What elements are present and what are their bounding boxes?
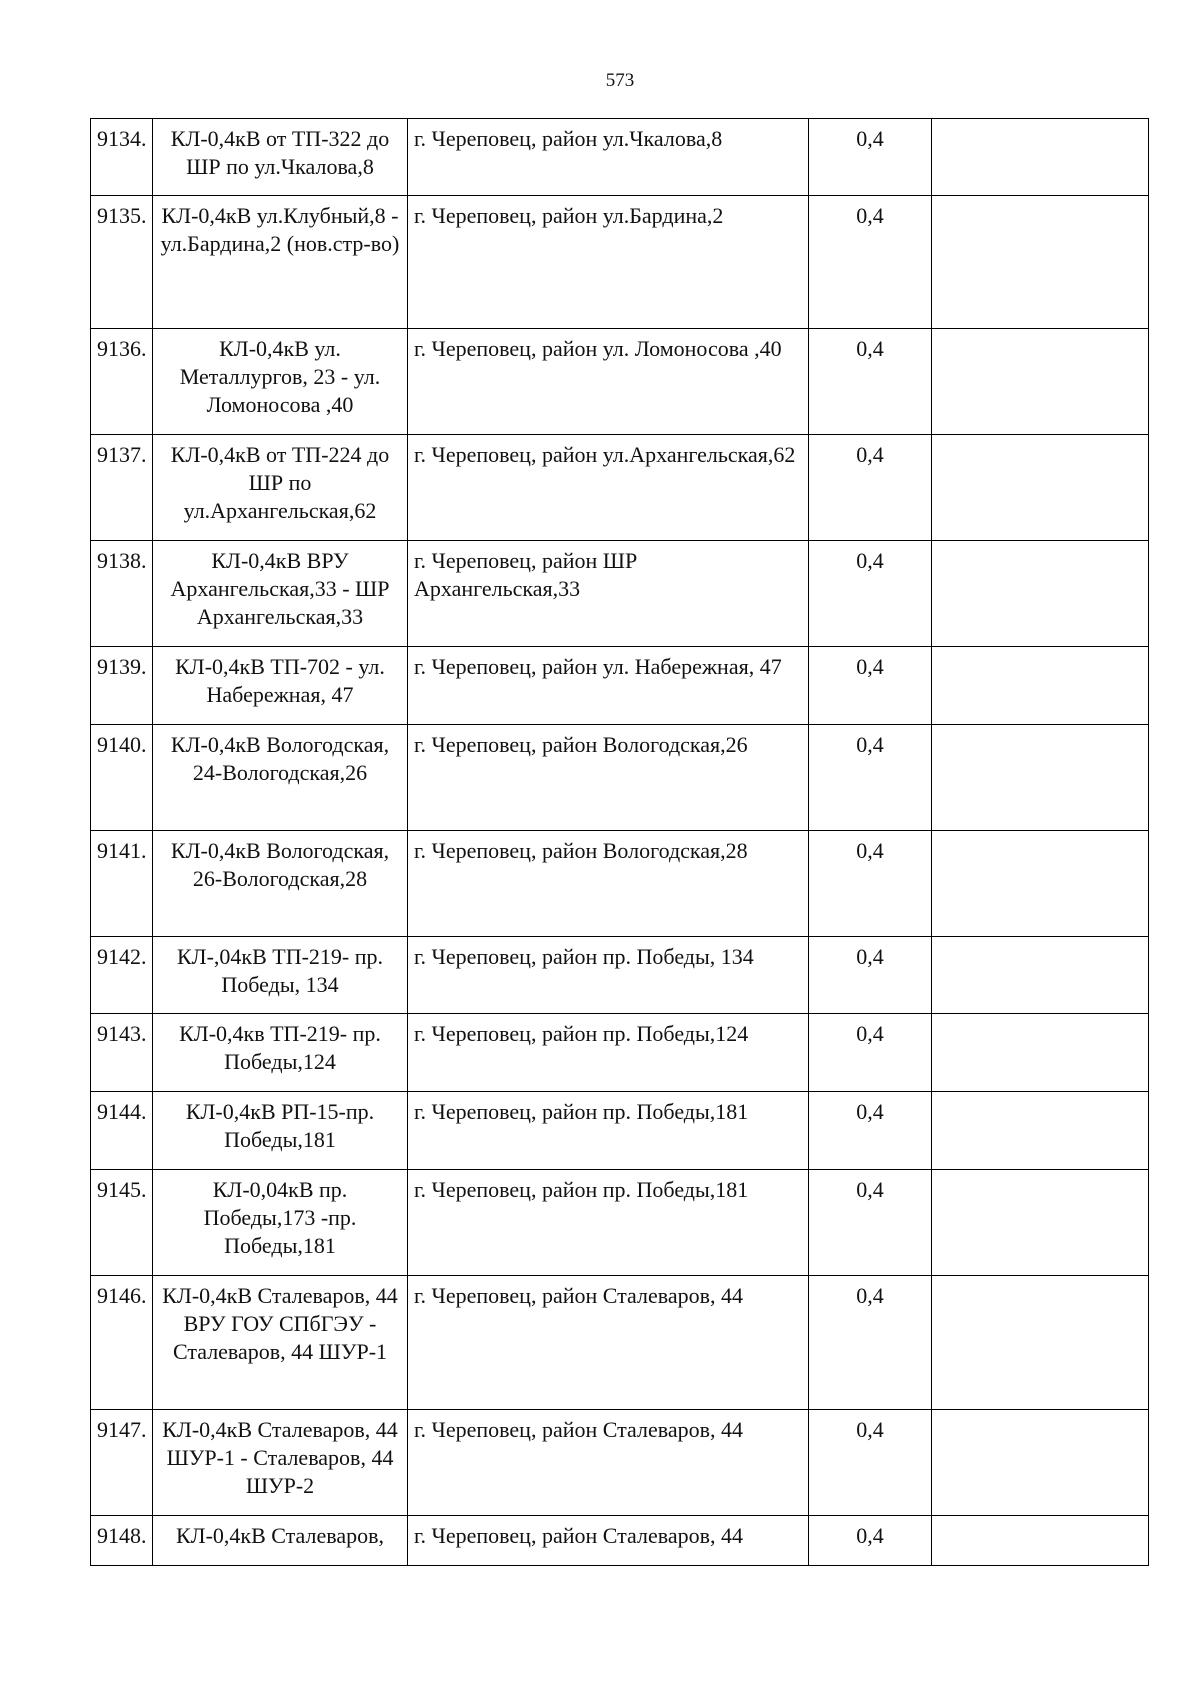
table-row — [91, 196, 1149, 329]
table-row — [91, 1276, 1149, 1410]
table-row — [91, 937, 1149, 1014]
row-number: 9148. — [91, 1516, 153, 1566]
table-row — [91, 329, 1149, 435]
line-extra — [932, 1276, 1149, 1410]
line-address: г. Череповец, район ул.Чкалова,8 — [408, 119, 809, 196]
row-number: 9134. — [91, 119, 153, 196]
line-voltage: 0,4 — [809, 119, 932, 196]
line-name: КЛ-0,4кВ РП-15-пр. Победы,181 — [153, 1092, 408, 1170]
row-number: 9139. — [91, 647, 153, 725]
row-number: 9142. — [91, 937, 153, 1014]
line-extra — [932, 329, 1149, 435]
line-voltage: 0,4 — [809, 725, 932, 831]
line-address: г. Череповец, район Сталеваров, 44 — [408, 1516, 809, 1566]
table-row — [91, 435, 1149, 541]
line-voltage: 0,4 — [809, 831, 932, 937]
line-extra — [932, 725, 1149, 831]
line-extra — [932, 196, 1149, 329]
line-extra — [932, 1092, 1149, 1170]
row-number: 9137. — [91, 435, 153, 541]
table-row — [91, 647, 1149, 725]
line-name: КЛ-,04кВ ТП-219- пр. Победы, 134 — [153, 937, 408, 1014]
line-address: г. Череповец, район Вологодская,28 — [408, 831, 809, 937]
line-address: г. Череповец, район ул.Бардина,2 — [408, 196, 809, 329]
line-extra — [932, 541, 1149, 647]
line-address: г. Череповец, район ул. Набережная, 47 — [408, 647, 809, 725]
row-number: 9147. — [91, 1410, 153, 1516]
line-extra — [932, 1516, 1149, 1566]
line-voltage: 0,4 — [809, 435, 932, 541]
line-name: КЛ-0,4кв ТП-219- пр. Победы,124 — [153, 1014, 408, 1092]
line-voltage: 0,4 — [809, 1014, 932, 1092]
row-number: 9138. — [91, 541, 153, 647]
line-name: КЛ-0,4кВ от ТП-224 до ШР по ул.Архангельская,62 — [153, 435, 408, 541]
line-address: г. Череповец, район Сталеваров, 44 — [408, 1276, 809, 1410]
line-name: КЛ-0,4кВ Вологодская, 26-Вологодская,28 — [153, 831, 408, 937]
line-address: г. Череповец, район пр. Победы,124 — [408, 1014, 809, 1092]
line-address: г. Череповец, район Вологодская,26 — [408, 725, 809, 831]
row-number: 9143. — [91, 1014, 153, 1092]
line-address: г. Череповец, район пр. Победы,181 — [408, 1170, 809, 1276]
line-address: г. Череповец, район ул.Архангельская,62 — [408, 435, 809, 541]
row-number: 9135. — [91, 196, 153, 329]
table-row — [91, 725, 1149, 831]
line-address: г. Череповец, район ШР Архангельская,33 — [408, 541, 809, 647]
row-number: 9145. — [91, 1170, 153, 1276]
line-voltage: 0,4 — [809, 1516, 932, 1566]
table-row — [91, 1516, 1149, 1566]
line-name: КЛ-0,4кВ ул.Клубный,8 - ул.Бардина,2 (нов.стр-во) — [153, 196, 408, 329]
line-extra — [932, 937, 1149, 1014]
line-name: КЛ-0,4кВ Сталеваров, — [153, 1516, 408, 1566]
table-row — [91, 1092, 1149, 1170]
line-extra — [932, 1170, 1149, 1276]
line-name: КЛ-0,4кВ ТП-702 - ул. Набережная, 47 — [153, 647, 408, 725]
row-number: 9140. — [91, 725, 153, 831]
line-name: КЛ-0,4кВ от ТП-322 до ШР по ул.Чкалова,8 — [153, 119, 408, 196]
table-row — [91, 1170, 1149, 1276]
table-row — [91, 831, 1149, 937]
line-extra — [932, 435, 1149, 541]
line-voltage: 0,4 — [809, 1276, 932, 1410]
page-number: 573 — [605, 70, 635, 91]
row-number: 9136. — [91, 329, 153, 435]
line-voltage: 0,4 — [809, 541, 932, 647]
table-row — [91, 541, 1149, 647]
line-voltage: 0,4 — [809, 1092, 932, 1170]
line-extra — [932, 647, 1149, 725]
line-address: г. Череповец, район ул. Ломоносова ,40 — [408, 329, 809, 435]
line-address: г. Череповец, район пр. Победы,181 — [408, 1092, 809, 1170]
line-voltage: 0,4 — [809, 1410, 932, 1516]
line-name: КЛ-0,4кВ Сталеваров, 44 ВРУ ГОУ СПбГЭУ - Сталеваров, 44 ШУР-1 — [153, 1276, 408, 1410]
line-extra — [932, 1014, 1149, 1092]
line-voltage: 0,4 — [809, 1170, 932, 1276]
line-voltage: 0,4 — [809, 196, 932, 329]
line-name: КЛ-0,4кВ ул. Металлургов, 23 - ул. Ломоносова ,40 — [153, 329, 408, 435]
table-row — [91, 1410, 1149, 1516]
table-row — [91, 1014, 1149, 1092]
line-address: г. Череповец, район пр. Победы, 134 — [408, 937, 809, 1014]
line-name: КЛ-0,4кВ ВРУ Архангельская,33 - ШР Архангельская,33 — [153, 541, 408, 647]
line-extra — [932, 119, 1149, 196]
line-extra — [932, 1410, 1149, 1516]
line-name: КЛ-0,4кВ Сталеваров, 44 ШУР-1 - Сталеваров, 44 ШУР-2 — [153, 1410, 408, 1516]
line-voltage: 0,4 — [809, 329, 932, 435]
line-voltage: 0,4 — [809, 647, 932, 725]
row-number: 9144. — [91, 1092, 153, 1170]
line-address: г. Череповец, район Сталеваров, 44 — [408, 1410, 809, 1516]
line-name: КЛ-0,04кВ пр. Победы,173 -пр. Победы,181 — [153, 1170, 408, 1276]
table-row — [91, 119, 1149, 196]
registry-table — [90, 118, 1149, 1566]
line-extra — [932, 831, 1149, 937]
line-name: КЛ-0,4кВ Вологодская, 24-Вологодская,26 — [153, 725, 408, 831]
row-number: 9141. — [91, 831, 153, 937]
line-voltage: 0,4 — [809, 937, 932, 1014]
row-number: 9146. — [91, 1276, 153, 1410]
